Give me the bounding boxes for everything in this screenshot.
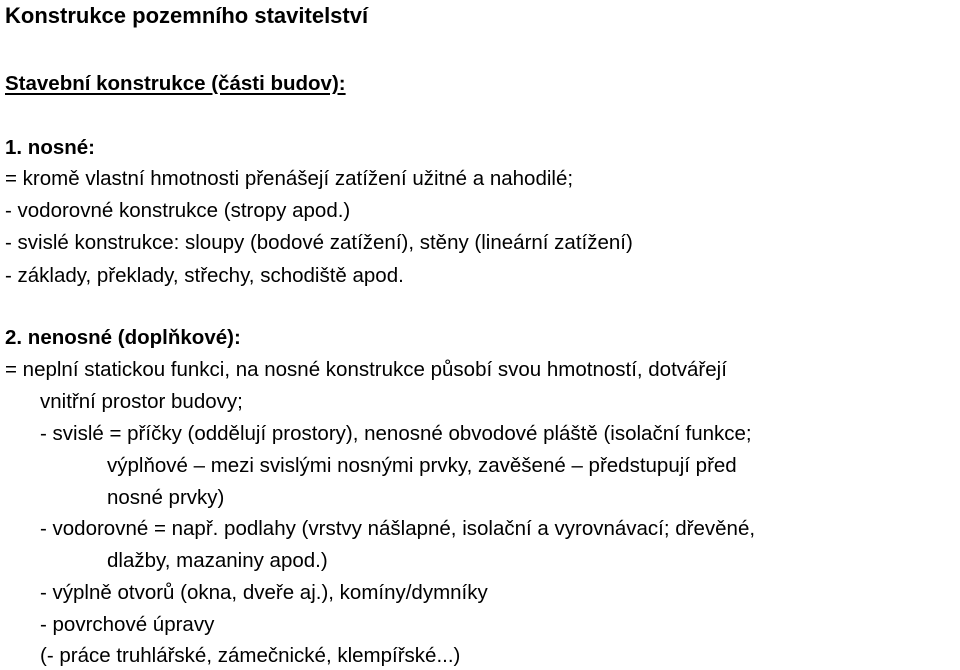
section-2-line: výplňové – mezi svislými nosnými prvky, zavěšené – předstupují před [107,454,737,477]
section-1-line: - základy, překlady, střechy, schodiště apod. [5,264,404,287]
section-2-line: vnitřní prostor budovy; [40,390,243,413]
section-2-line: - výplně otvorů (okna, dveře aj.), komíny/dymníky [40,581,488,604]
section-2-line: dlažby, mazaniny apod.) [107,549,328,572]
section-2-heading: 2. nenosné (doplňkové): [5,326,241,349]
section-subtitle: Stavební konstrukce (části budov): [5,72,346,95]
section-1-line: = kromě vlastní hmotnosti přenášejí zatížení užitné a nahodilé; [5,167,574,190]
section-1-heading: 1. nosné: [5,136,95,159]
section-2-line: - vodorovné = např. podlahy (vrstvy nášlapné, isolační a vyrovnávací; dřevěné, [40,517,756,540]
section-1-line: - svislé konstrukce: sloupy (bodové zatížení), stěny (lineární zatížení) [5,231,633,254]
section-2-line: = neplní statickou funkci, na nosné konstrukce působí svou hmotností, dotvářejí [5,358,727,381]
section-2-line: (- práce truhlářské, zámečnické, klempířské...) [40,644,461,667]
page-title: Konstrukce pozemního stavitelství [5,3,369,28]
section-2-line: - svislé = příčky (oddělují prostory), nenosné obvodové pláště (isolační funkce; [40,422,752,445]
section-2-line: nosné prvky) [107,486,225,509]
section-1-line: - vodorovné konstrukce (stropy apod.) [5,199,351,222]
section-2-line: - povrchové úpravy [40,613,215,636]
